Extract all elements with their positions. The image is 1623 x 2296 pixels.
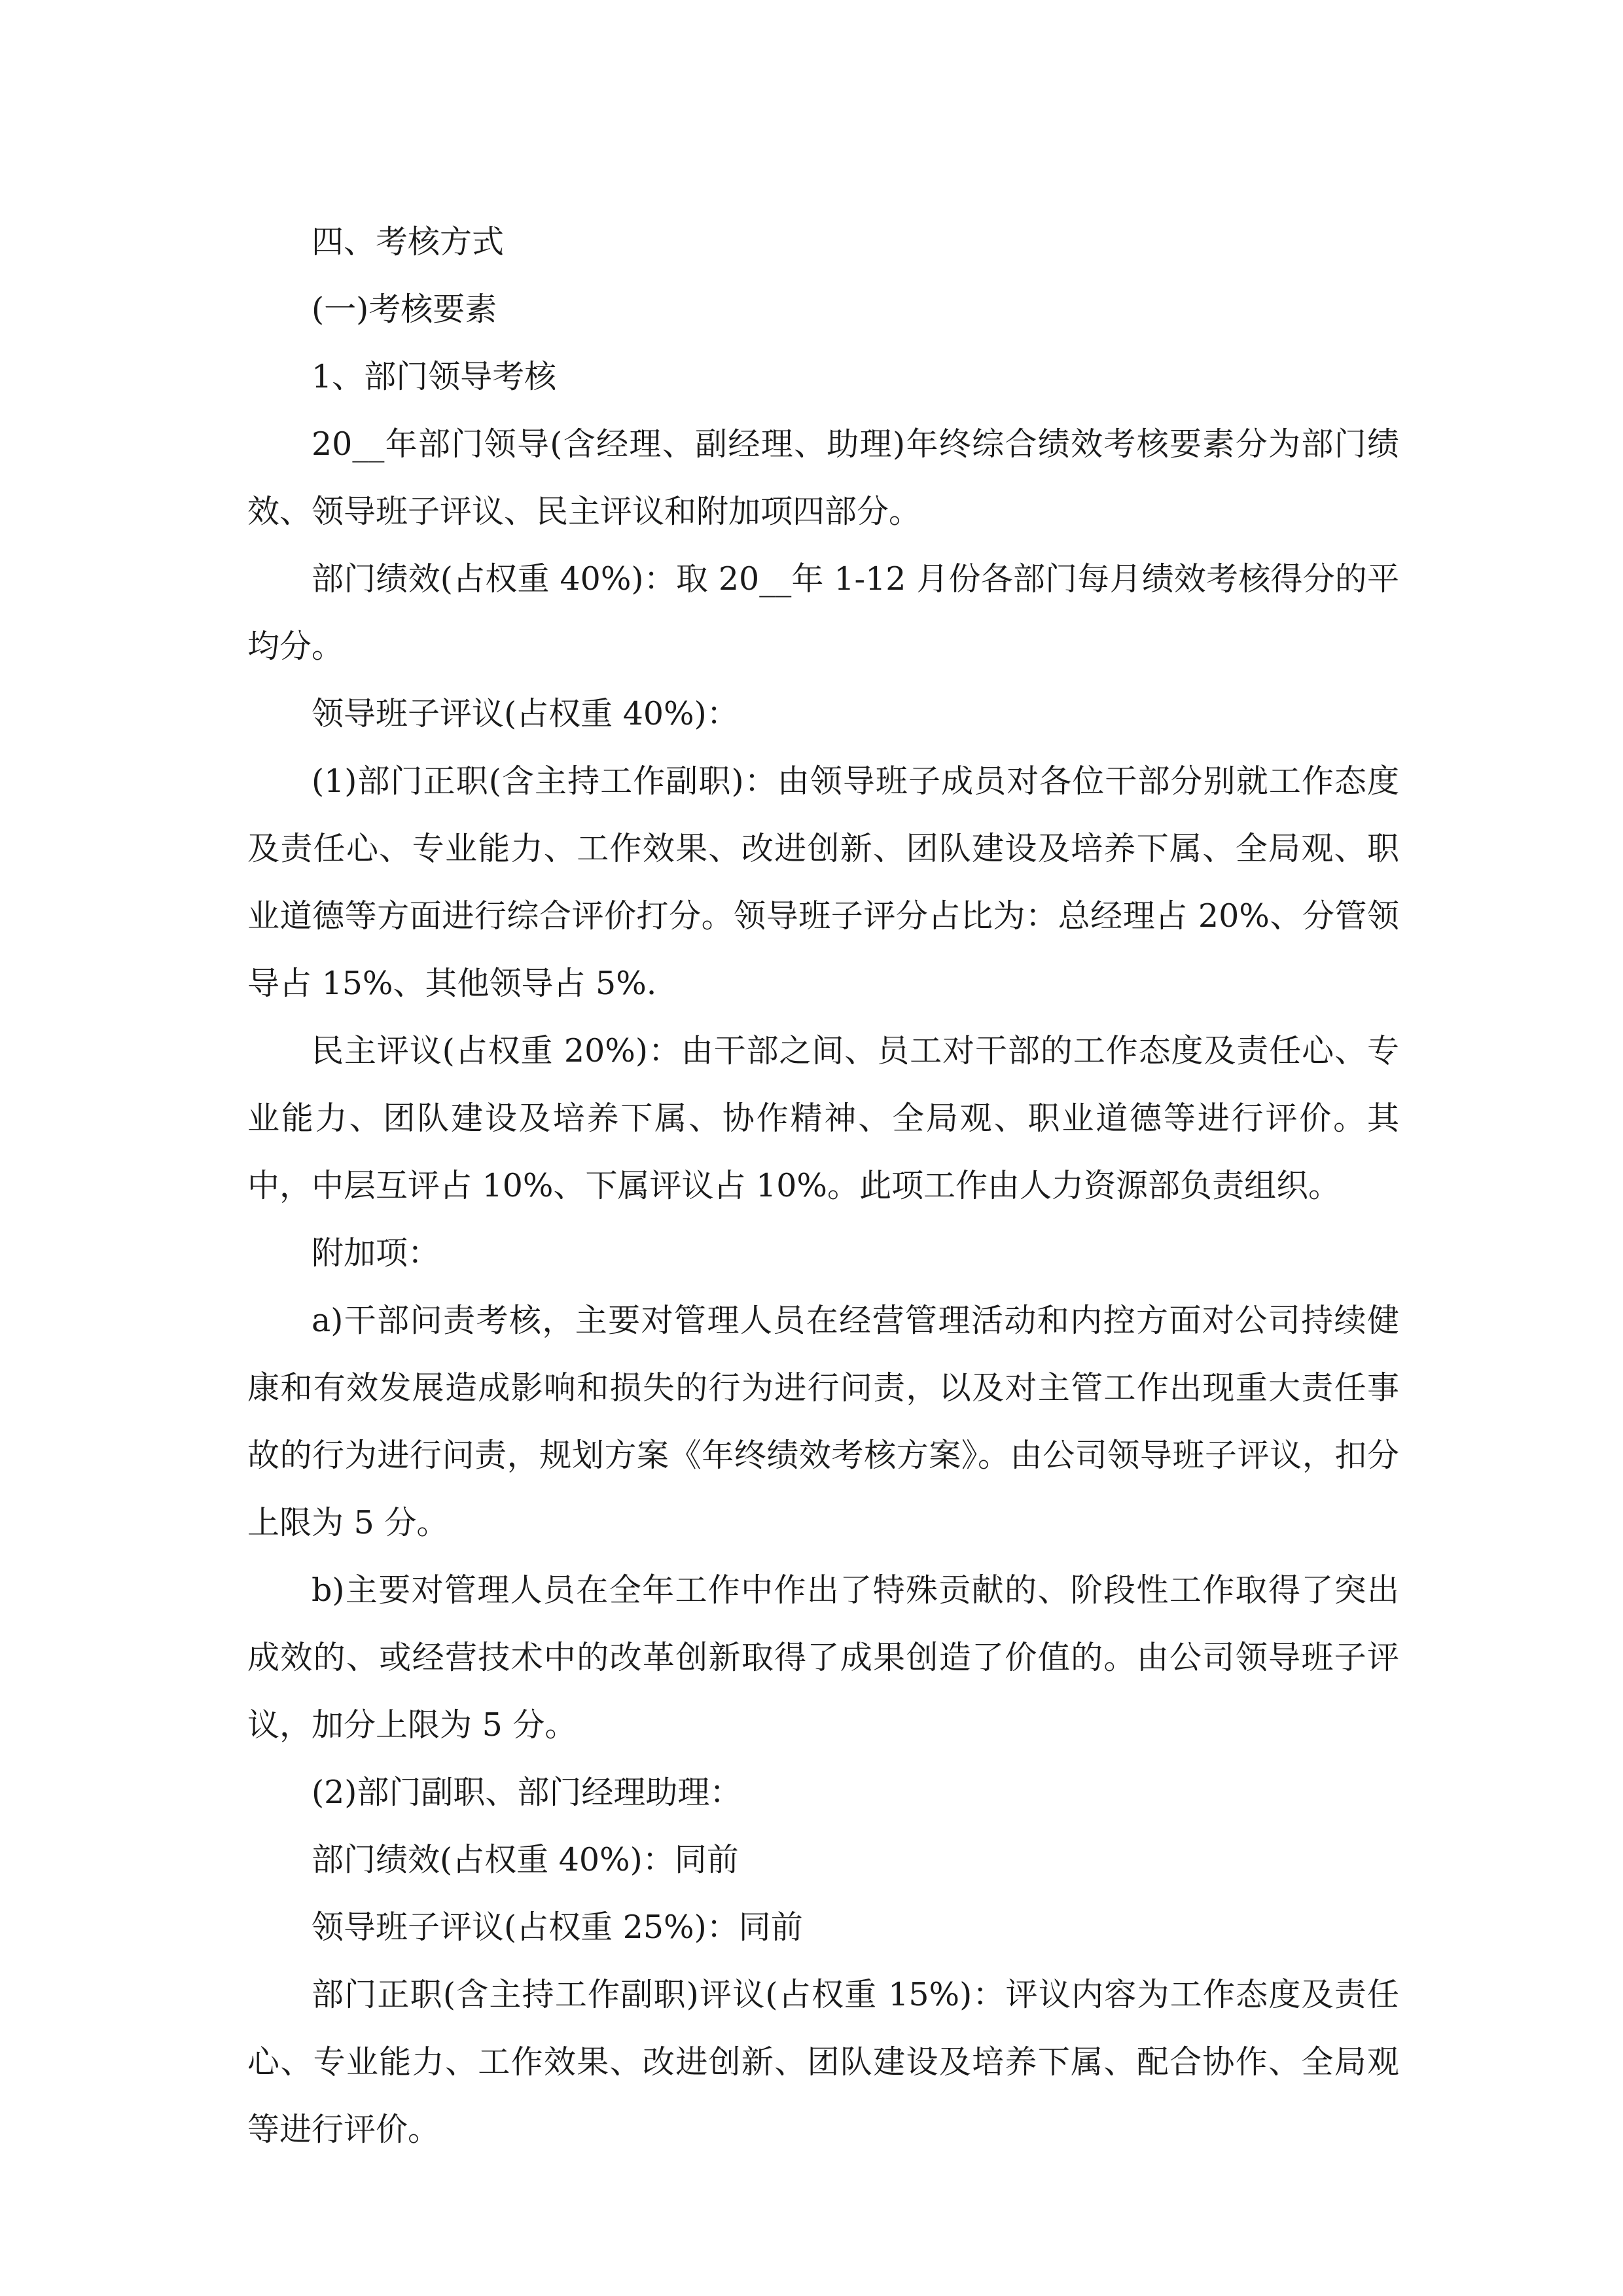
paragraph-leadership-review: 领导班子评议(占权重 40%)： xyxy=(312,695,739,732)
paragraph-democratic-review: 民主评议(占权重 20%)：由干部之间、员工对干部的工作态度及责任心、专业能力、团队建设及培养下属、协作精神、全局观、职业道德等进行评价。其中，中层互评占 10%、下属评议占 10%。此项工作由人力资源部负责组织。 xyxy=(247,1032,1399,1204)
paragraph-additional-items: 附加项： xyxy=(312,1234,440,1272)
item-heading: 1、部门领导考核 xyxy=(312,358,557,395)
paragraph-head-review: 部门正职(含主持工作副职)评议(占权重 15%)：评议内容为工作态度及责任心、专业能力、工作效果、改进创新、团队建设及培养下属、配合协作、全局观等进行评价。 xyxy=(247,1976,1399,2148)
paragraph-item-a: a)干部问责考核，主要对管理人员在经营管理活动和内控方面对公司持续健康和有效发展造成影响和损失的行为进行问责，以及对主管工作出现重大责任事故的行为进行问责，规划方案《年终绩效考核方案》。由公司领导班子评议，扣分上限为 5 分。 xyxy=(247,1302,1399,1541)
paragraph-department-performance: 部门绩效(占权重 40%)：取 20__年 1-12 月份各部门每月绩效考核得分的平均分。 xyxy=(247,560,1399,665)
paragraph-department-head: (1)部门正职(含主持工作副职)：由领导班子成员对各位干部分别就工作态度及责任心、专业能力、工作效果、改进创新、团队建设及培养下属、全局观、职业道德等方面进行综合评价打分。领导班子评分占比为：总经理占 20%、分管领导占 15%、其他领导占 5%. xyxy=(247,762,1399,1002)
document-body xyxy=(247,208,1399,2163)
paragraph-deputy-heading: (2)部门副职、部门经理助理： xyxy=(312,1774,742,1811)
paragraph-assessment-elements: 20__年部门领导(含经理、副经理、助理)年终综合绩效考核要素分为部门绩效、领导班子评议、民主评议和附加项四部分。 xyxy=(247,425,1399,530)
section-heading: 四、考核方式 xyxy=(312,223,505,260)
sub-heading: (一)考核要素 xyxy=(312,291,497,328)
paragraph-deputy-leadership-review: 领导班子评议(占权重 25%)：同前 xyxy=(312,1909,803,1946)
paragraph-item-b: b)主要对管理人员在全年工作中作出了特殊贡献的、阶段性工作取得了突出成效的、或经营技术中的改革创新取得了成果创造了价值的。由公司领导班子评议，加分上限为 5 分。 xyxy=(247,1571,1399,1744)
paragraph-deputy-performance: 部门绩效(占权重 40%)：同前 xyxy=(312,1841,739,1878)
